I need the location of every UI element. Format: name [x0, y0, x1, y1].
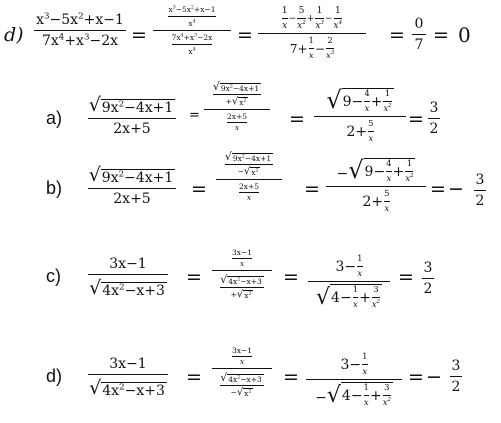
- equals-sign: =: [433, 24, 449, 46]
- equals-sign: =: [283, 366, 299, 388]
- item-label: c): [46, 266, 61, 286]
- header-step1-den: $\frac{7x^4+x^3-2x}{x^4}$: [171, 33, 213, 56]
- equals-sign: =: [289, 108, 305, 130]
- equals-sign: =: [389, 24, 405, 46]
- equals-sign: =: [283, 266, 299, 288]
- equals-sign: =: [304, 178, 320, 200]
- header-result-value: 0: [458, 23, 471, 47]
- mid-fraction: √ $9x^2-4x+1$ + √ $x^2$ 2x+5 x: [204, 80, 270, 132]
- header-step2-fraction: [258, 6, 366, 61]
- equals-sign: =: [191, 178, 207, 200]
- equals-sign: =: [408, 366, 424, 388]
- answer-fraction: 3 2: [423, 260, 433, 297]
- item-label: a): [46, 108, 63, 128]
- mid-fraction: 3x−1 x √ $4x^2-x+3$ − √ $x^2$: [212, 346, 272, 398]
- header-result-fraction: [412, 16, 426, 53]
- lhs-fraction: 3x−1 √ $4x^2-x+3$: [88, 256, 168, 299]
- equals-sign: =: [189, 108, 200, 123]
- equals-sign: =: [430, 178, 446, 200]
- header-step2-den: 7+ $\frac{1}{x}$ − $\frac{2}{x^3}$: [289, 36, 335, 61]
- mid-fraction: 3x−1 x √ $4x^2-x+3$ + √ $x^2$: [212, 248, 272, 300]
- equals-sign: =: [186, 366, 202, 388]
- rhs-fraction: − √ 9− $\frac{4}{x}$ + $\frac{1}{x^2}$ 2+ $\frac{5}{x}$: [326, 156, 426, 214]
- item-label: b): [46, 178, 63, 198]
- rhs-fraction: √ 9− $\frac{4}{x}$ + $\frac{1}{x^2}$ 2+ $\frac{5}{x}$: [314, 86, 406, 144]
- answer-fraction: 3 2: [451, 358, 461, 395]
- header-step2-num: $\frac{1}{x}$ − $\frac{5}{x^2}$ + $\frac{1}{x^3}$ − $\frac{1}{x^4}$: [281, 6, 343, 31]
- equals-sign: =: [398, 266, 414, 288]
- header-result-num: 0: [414, 16, 424, 32]
- header-result-den: 7: [414, 37, 424, 53]
- equals-sign: =: [186, 266, 202, 288]
- item-label: d): [46, 366, 63, 386]
- answer-sign: −: [448, 178, 464, 200]
- equals-sign: =: [131, 24, 147, 46]
- header-main-fraction: [34, 12, 126, 49]
- part-label: d): [4, 24, 24, 46]
- equals-sign: =: [237, 24, 253, 46]
- answer-fraction: 3 2: [475, 172, 485, 209]
- equals-sign: =: [408, 108, 424, 130]
- answer-sign: −: [426, 366, 442, 388]
- header-step1-fraction: [153, 5, 231, 56]
- mid-fraction: √ $9x^2-4x+1$ − √ $x^2$ 2x+5 x: [216, 150, 282, 202]
- lhs-fraction: 3x−1 √ $4x^2-x+3$: [88, 356, 168, 399]
- rhs-fraction: 3− $\frac{1}{x}$ − √ 4− $\frac{1}{x}$ + $\frac{3}{x^2}$: [306, 352, 402, 408]
- answer-fraction: 3 2: [429, 100, 439, 137]
- header-main-den: $7x^4+x^3-2x$: [41, 32, 119, 49]
- rhs-fraction: 3− $\frac{1}{x}$ √ 4− $\frac{1}{x}$ + $\frac{3}{x^2}$: [308, 254, 390, 310]
- lhs-fraction: √ $9x^2-4x+1$ 2x+5: [88, 164, 176, 207]
- lhs-fraction: √ $9x^2-4x+1$ 2x+5: [88, 94, 176, 137]
- header-main-num: $x^3-5x^2+x-1$: [36, 11, 124, 28]
- header-step1-num: $\frac{x^3-5x^2+x-1}{x^4}$: [168, 5, 216, 28]
